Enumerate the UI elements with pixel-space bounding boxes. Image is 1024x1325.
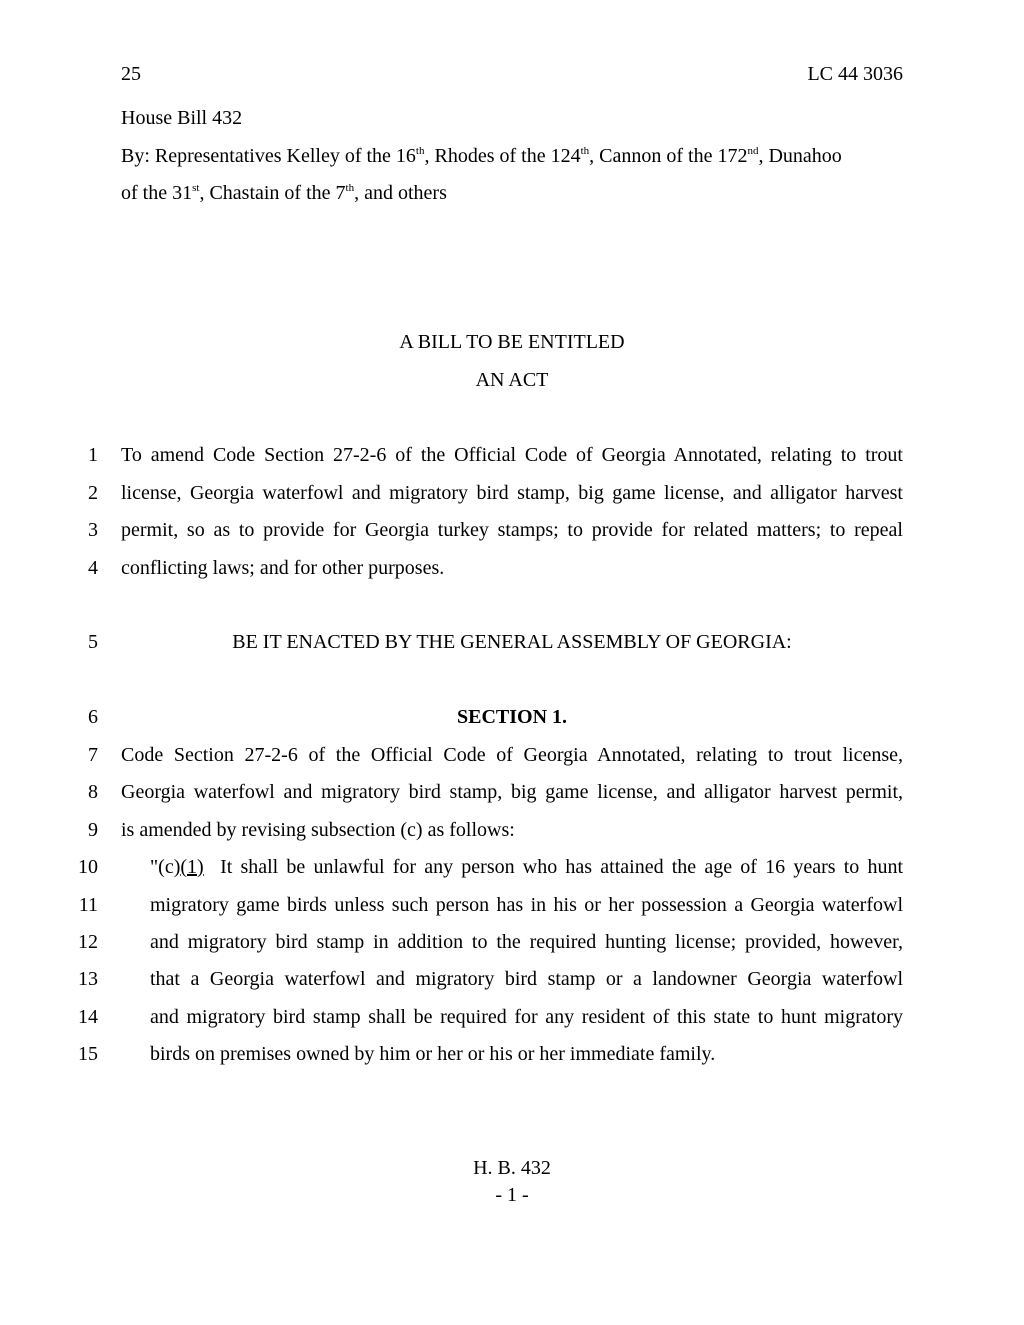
line-text: To amend Code Section 27-2-6 of the Official Code of Georgia Annotated, relating to trout [121,444,903,466]
ordinal-suffix: th [345,182,355,194]
line-text: Code Section 27-2-6 of the Official Code of Georgia Annotated, relating to trout license, [121,744,903,766]
line-text: license, Georgia waterfowl and migratory bird stamp, big game license, and alligator harvest [121,482,903,504]
line-number: 14 [78,1006,98,1028]
sponsors-text: By: Representatives Kelley of the 16 [121,145,416,167]
line-text: birds on premises owned by him or her or his or her immediate family. [150,1043,716,1065]
line-number: 8 [88,781,98,803]
line-number: 15 [78,1043,98,1065]
line-number: 10 [78,856,98,878]
line-text: is amended by revising subsection (c) as follows: [121,819,515,841]
line-text: conflicting laws; and for other purposes. [121,557,445,579]
page-sequence-number: 25 [121,63,141,85]
line-text: migratory game birds unless such person has in his or her possession a Georgia waterfowl [150,894,903,916]
sponsors-text: , Chastain of the 7 [199,182,346,204]
lc-code: LC 44 3036 [807,63,903,85]
line-number: 5 [88,631,98,653]
ordinal-suffix: st [192,182,200,194]
sponsors-text: , Rhodes of the 124 [424,145,581,167]
line-number: 13 [78,968,98,990]
line-number: 9 [88,819,98,841]
line-text [150,856,903,879]
bill-number: House Bill 432 [121,107,243,129]
line-number: 4 [88,557,98,579]
line-number: 12 [78,931,98,953]
ordinal-suffix: th [580,145,590,157]
line-text-body: It shall be unlawful for any person who has attained the age of 16 years to hunt [203,856,903,878]
enacting-clause: BE IT ENACTED BY THE GENERAL ASSEMBLY OF GEORGIA: [232,631,792,653]
sponsors-line-2 [121,182,447,205]
sponsors-text: , and others [354,182,447,204]
line-text: that a Georgia waterfowl and migratory bird stamp or a landowner Georgia waterfowl [150,968,903,990]
line-number: 7 [88,744,98,766]
line-text: and migratory bird stamp in addition to the required hunting license; provided, however, [150,931,903,953]
line-number: 2 [88,482,98,504]
sponsors-text: , Cannon of the 172 [589,145,748,167]
line-number: 11 [78,894,98,916]
line-number: 6 [88,706,98,728]
inserted-paragraph-number: (1) [180,856,204,878]
sponsors-text: of the 31 [121,182,193,204]
bill-title-line-2: AN ACT [475,369,549,391]
subsection-prefix: "(c) [150,856,181,878]
line-text: permit, so as to provide for Georgia turkey stamps; to provide for related matters; to repeal [121,519,903,541]
footer-page-number: - 1 - [495,1184,529,1206]
line-text: Georgia waterfowl and migratory bird stamp, big game license, and alligator harvest permit, [121,781,903,803]
ordinal-suffix: th [415,145,425,157]
sponsors-line-1 [121,145,842,168]
line-number: 3 [88,519,98,541]
section-heading: SECTION 1. [456,706,568,728]
line-text: and migratory bird stamp shall be required for any resident of this state to hunt migratory [150,1006,903,1028]
footer-bill-label: H. B. 432 [473,1157,551,1179]
ordinal-suffix: nd [747,145,759,157]
bill-title-line-1: A BILL TO BE ENTITLED [399,331,625,353]
sponsors-text: , Dunahoo [758,145,842,167]
line-number: 1 [88,444,98,466]
